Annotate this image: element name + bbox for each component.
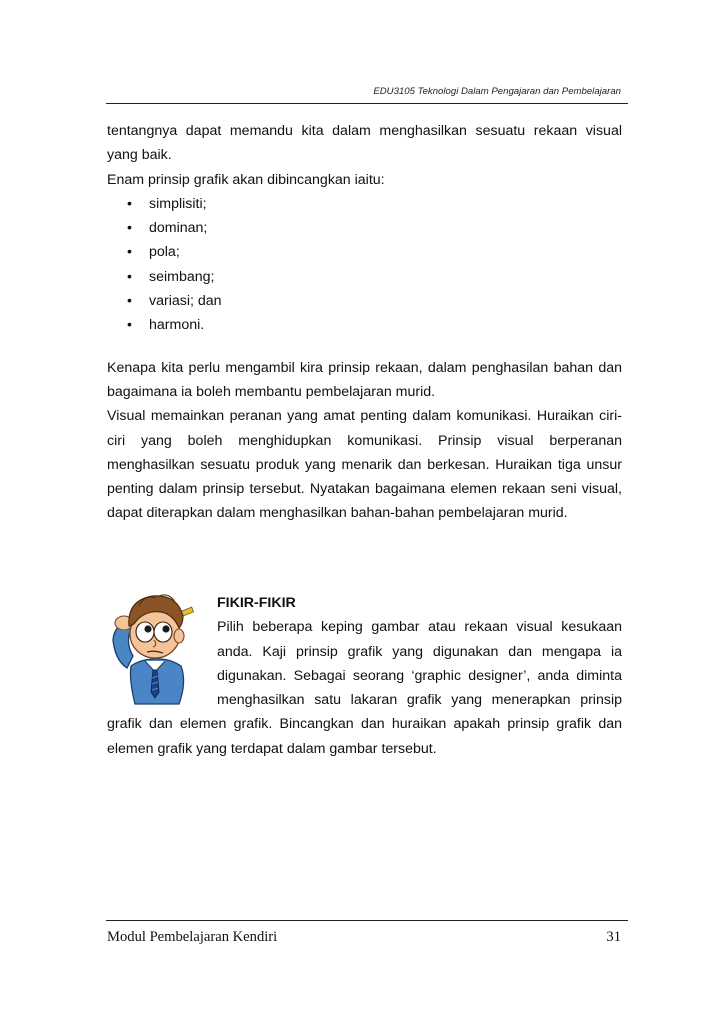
- paragraph-line: yang baik.: [107, 147, 172, 164]
- paragraph-line: tentangnya dapat memandu kita dalam menghasilkan sesuatu rekaan visual: [107, 123, 622, 139]
- page-number: 31: [606, 929, 621, 945]
- activity-box: [107, 591, 622, 761]
- activity-title: FIKIR-FIKIR: [217, 595, 296, 611]
- footer-divider: [106, 920, 628, 921]
- list-item: [107, 216, 622, 240]
- list-item-text: seimbang;: [149, 268, 215, 285]
- list-item: [107, 289, 622, 313]
- paragraph-spacer: [107, 338, 622, 356]
- bullet-icon: •: [127, 317, 132, 334]
- list-item-text: harmoni.: [149, 317, 205, 334]
- bullet-icon: •: [127, 268, 132, 285]
- list-item: [107, 192, 622, 216]
- list-item-text: dominan;: [149, 220, 208, 237]
- list-item: [107, 313, 622, 337]
- list-item: [107, 240, 622, 264]
- list-item-text: simplisiti;: [149, 195, 207, 212]
- bullet-icon: •: [127, 244, 132, 261]
- paragraph-line: grafik dan elemen grafik. Bincangkan dan huraikan apakah prinsip grafik dan: [107, 716, 622, 733]
- paragraph-line: digunakan. Sebagai seorang ‘graphic designer’, anda diminta: [217, 667, 622, 684]
- paragraph-line: elemen grafik yang terdapat dalam gambar tersebut.: [107, 740, 437, 757]
- header-divider: [106, 103, 628, 104]
- paragraph-line: Visual memainkan peranan yang amat penting dalam komunikasi. Huraikan ciri-: [107, 408, 622, 425]
- main-content: [107, 119, 622, 526]
- paragraph-line: Pilih beberapa keping gambar atau rekaan visual kesukaan: [217, 619, 622, 636]
- running-header: EDU3105 Teknologi Dalam Pengajaran dan Pembelajaran: [373, 86, 621, 97]
- paragraph-line: Enam prinsip grafik akan dibincangkan iaitu:: [107, 171, 385, 188]
- paragraph-line: Kenapa kita perlu mengambil kira prinsip rekaan, dalam penghasilan bahan dan: [107, 359, 622, 376]
- list-item-text: pola;: [149, 244, 180, 261]
- list-item: [107, 265, 622, 289]
- paragraph-line: anda. Kaji prinsip grafik yang digunakan dan mengapa ia: [217, 643, 622, 660]
- paragraph-line: dapat diterapkan dalam menghasilkan bahan-bahan pembelajaran murid.: [107, 505, 568, 522]
- list-item-text: variasi; dan: [149, 293, 222, 310]
- paragraph-line: menghasilkan sesuatu produk yang menarik dan berkesan. Huraikan tiga unsur: [107, 456, 622, 473]
- paragraph-line: penting dalam prinsip tersebut. Nyatakan bagaimana elemen rekaan seni visual,: [107, 481, 622, 498]
- bullet-icon: •: [127, 293, 132, 310]
- paragraph-line: menghasilkan satu lakaran grafik yang menerapkan prinsip: [217, 692, 622, 709]
- paragraph-line: ciri yang boleh menghidupkan komunikasi. Prinsip visual berperanan: [107, 432, 622, 449]
- bullet-icon: •: [127, 220, 132, 237]
- bullet-icon: •: [127, 195, 132, 212]
- paragraph-line: bagaimana ia boleh membantu pembelajaran murid.: [107, 383, 436, 400]
- principle-list: [107, 192, 622, 338]
- footer-title: Modul Pembelajaran Kendiri: [107, 929, 278, 945]
